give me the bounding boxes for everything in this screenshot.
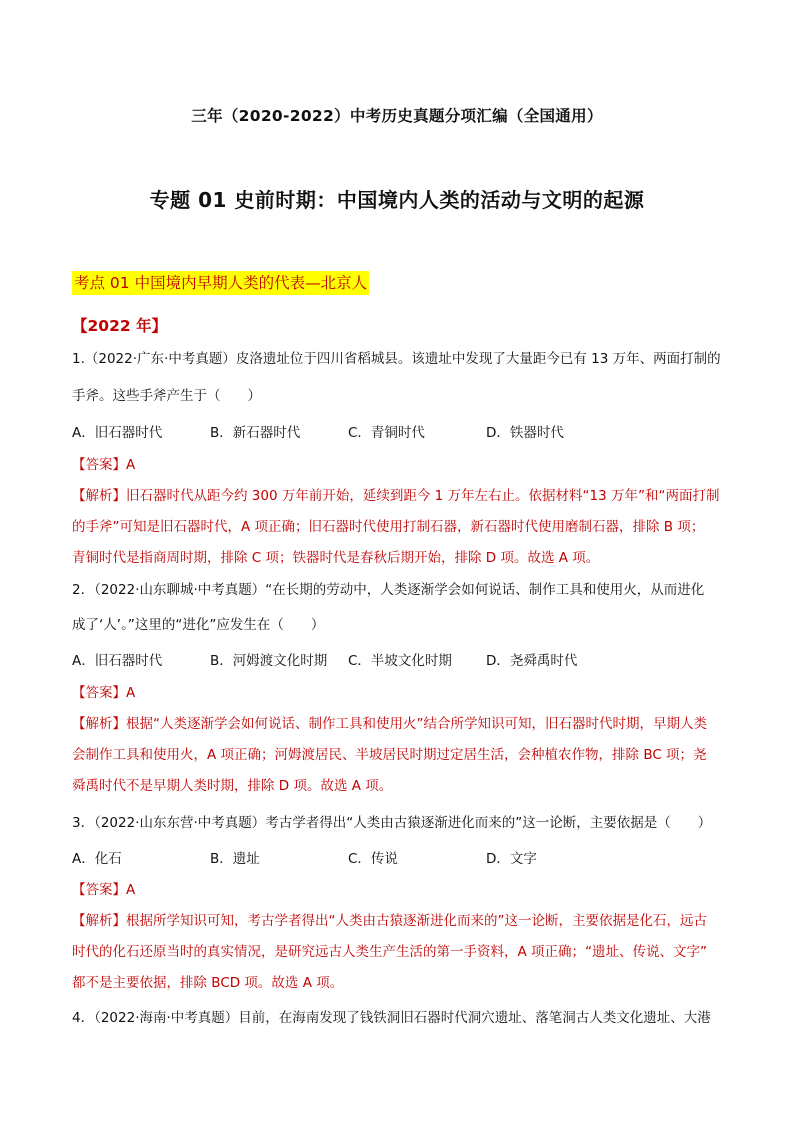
question-3-analysis-line-2: 时代的化石还原当时的真实情况，是研究远古人类生产生活的第一手资料，A 项正确；“遗址、传说、文字” — [72, 944, 708, 960]
question-3-options — [72, 849, 732, 869]
option-d: D．尧舜禹时代 — [486, 653, 578, 669]
question-2-stem-line-2: 成了‘人’。”这里的“进化”应发生在（ ） — [72, 617, 325, 633]
year-heading: 【2022 年】 — [72, 317, 168, 335]
question-3-stem-line-1: 3．（2022·山东东营·中考真题）考古学者得出“人类由古猿逐渐进化而来的”这一论断，主要依据是（ ） — [72, 815, 712, 831]
option-c: C．半坡文化时期 — [348, 653, 452, 669]
question-2-options — [72, 651, 732, 671]
question-2-answer: 【答案】A — [72, 685, 136, 701]
question-1-stem-line-2: 手斧。这些手斧产生于（ ） — [72, 388, 261, 404]
question-1-stem-line-1: 1.（2022·广东·中考真题）皮洛遗址位于四川省稻城县。该遗址中发现了大量距今已有 13 万年、两面打制的 — [72, 351, 721, 367]
option-b: B．河姆渡文化时期 — [210, 653, 328, 669]
option-d: D．铁器时代 — [486, 425, 564, 441]
option-a: A．旧石器时代 — [72, 425, 163, 441]
question-1-analysis-line-3: 青铜时代是指商周时期，排除 C 项；铁器时代是春秋后期开始，排除 D 项。故选 A 项。 — [72, 550, 600, 566]
question-1-analysis-line-2: 的手斧”可知是旧石器时代，A 项正确；旧石器时代使用打制石器，新石器时代使用磨制石器，排除 B 项； — [72, 519, 705, 535]
question-3-analysis-line-1: 【解析】根据所学知识可知，考古学者得出“人类由古猿逐渐进化而来的”这一论断，主要依据是化石，远古 — [72, 913, 707, 929]
topic-title: 专题 01 史前时期：中国境内人类的活动与文明的起源 — [149, 188, 645, 212]
option-a: A．旧石器时代 — [72, 653, 163, 669]
question-1-analysis-line-1: 【解析】旧石器时代从距今约 300 万年前开始，延续到距今 1 万年左右止。依据材料“13 万年”和“两面打制 — [72, 488, 720, 504]
question-2-analysis-line-1: 【解析】根据“人类逐渐学会如何说话、制作工具和使用火”结合所学知识可知，旧石器时代时期，早期人类 — [72, 716, 707, 732]
kaodian-heading: 考点 01 中国境内早期人类的代表—北京人 — [72, 271, 369, 295]
question-2-analysis-line-3: 舜禹时代不是早期人类时期，排除 D 项。故选 A 项。 — [72, 778, 393, 794]
option-a: A．化石 — [72, 851, 122, 867]
question-3-analysis-line-3: 都不是主要依据，排除 BCD 项。故选 A 项。 — [72, 975, 344, 991]
question-3-answer: 【答案】A — [72, 882, 136, 898]
question-2-stem-line-1: 2．（2022·山东聊城·中考真题）“在长期的劳动中，人类逐渐学会如何说话、制作工具和使用火，从而进化 — [72, 582, 705, 598]
question-1-answer: 【答案】A — [72, 457, 136, 473]
series-title: 三年（2020-2022）中考历史真题分项汇编（全国通用） — [191, 107, 603, 125]
option-c: C．传说 — [348, 851, 398, 867]
option-b: B．新石器时代 — [210, 425, 301, 441]
option-c: C．青铜时代 — [348, 425, 425, 441]
question-4-stem-line-1: 4．（2022·海南·中考真题）目前，在海南发现了钱铁洞旧石器时代洞穴遗址、落笔洞古人类文化遗址、大港 — [72, 1010, 711, 1026]
option-d: D．文字 — [486, 851, 537, 867]
question-1-options — [72, 423, 732, 443]
option-b: B．遗址 — [210, 851, 260, 867]
question-2-analysis-line-2: 会制作工具和使用火，A 项正确；河姆渡居民、半坡居民时期过定居生活，会种植农作物，排除 BC 项；尧 — [72, 747, 707, 763]
